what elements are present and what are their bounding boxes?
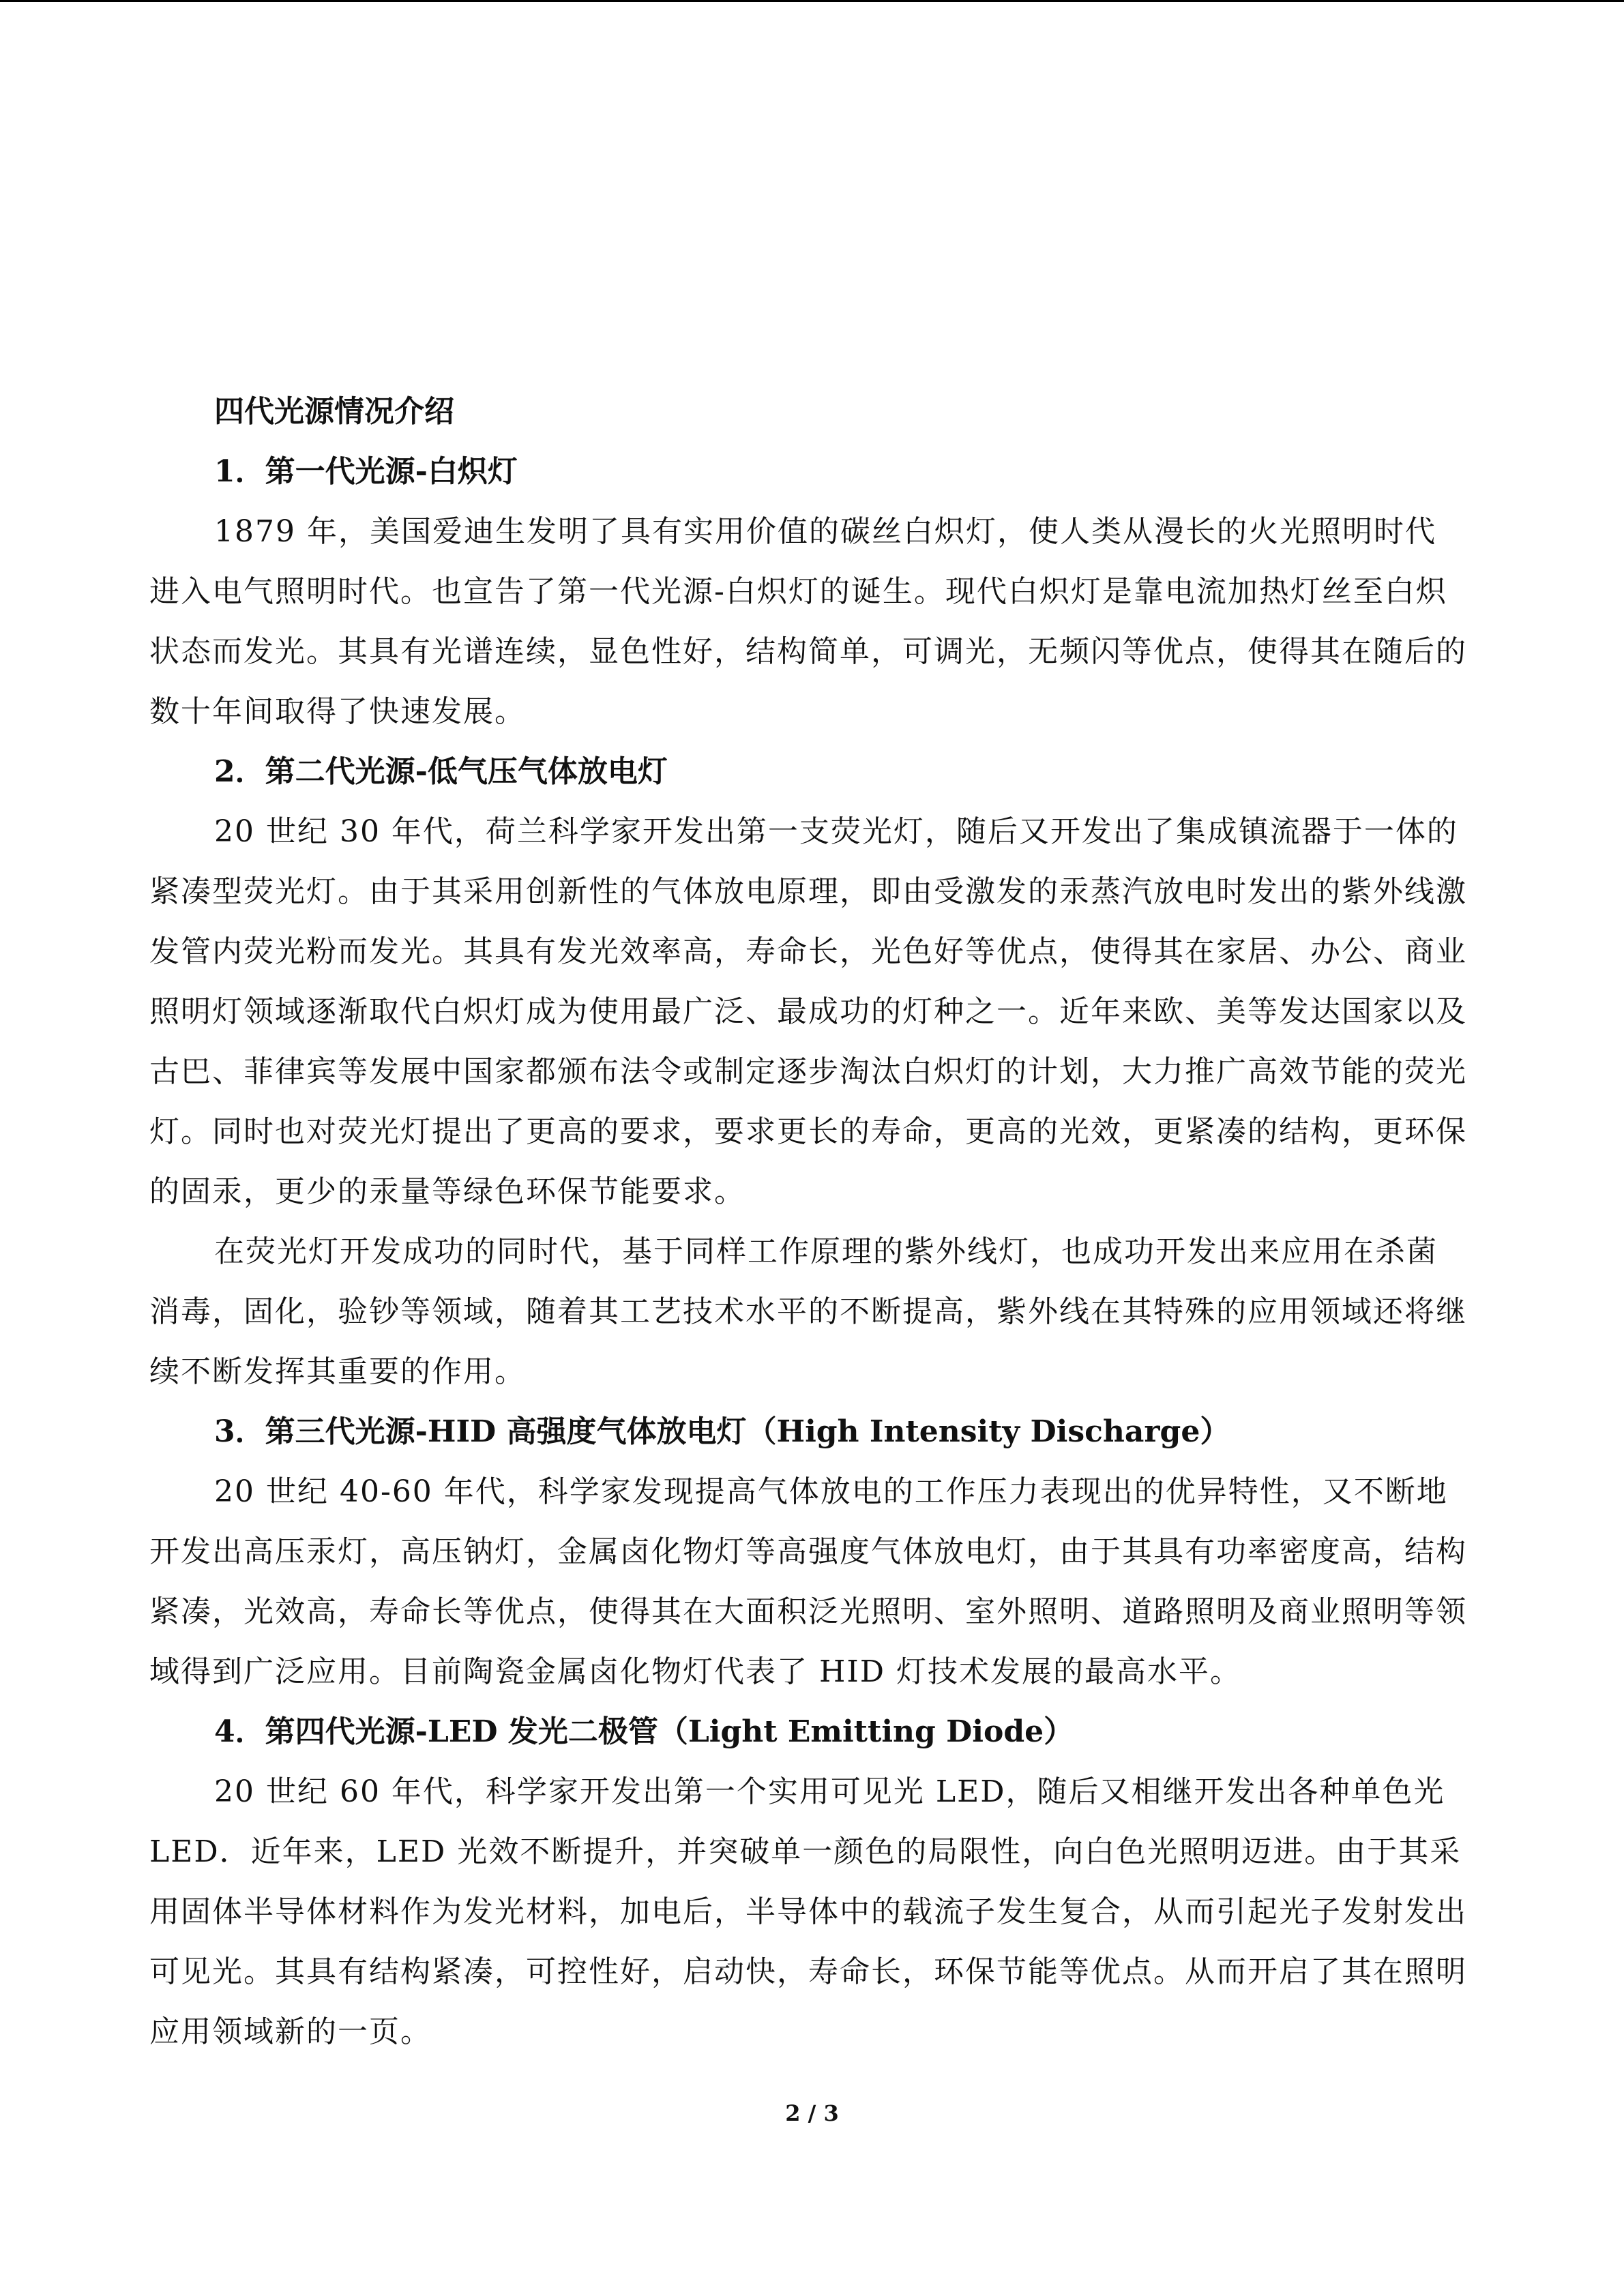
section-heading-3: 3．第三代光源-HID 高强度气体放电灯（High Intensity Discharge） [214,1414,1230,1449]
section-1-paragraph-1: 1879 年，美国爱迪生发明了具有实用价值的碳丝白炽灯，使人类从漫长的火光照明时代进入电气照明时代。也宣告了第一代光源-白炽灯的诞生。现代白炽灯是靠电流加热灯丝至白炽状态而发光。其具有光谱连续，显色性好，结构简单，可调光，无频闪等优点，使得其在随后的数十年间取得了快速发展。 [149,514,1467,729]
section-heading-1: 1．第一代光源-白炽灯 [214,454,518,489]
document-title: 四代光源情况介绍 [214,394,454,429]
section-2-paragraph-1: 20 世纪 30 年代，荷兰科学家开发出第一支荧光灯，随后又开发出了集成镇流器于一体的紧凑型荧光灯。由于其采用创新性的气体放电原理，即由受激发的汞蒸汽放电时发出的紫外线激发管内荧光粉而发光。其具有发光效率高，寿命长，光色好等优点，使得其在家居、办公、商业照明灯领域逐渐取代白炽灯成为使用最广泛、最成功的灯种之一。近年来欧、美等发达国家以及古巴、菲律宾等发展中国家都颁布法令或制定逐步淘汰白炽灯的计划，大力推广高效节能的荧光灯。同时也对荧光灯提出了更高的要求，要求更长的寿命，更高的光效，更紧凑的结构，更环保的固汞，更少的汞量等绿色环保节能要求。 [149,814,1467,1209]
section-3-paragraph-1: 20 世纪 40-60 年代，科学家发现提高气体放电的工作压力表现出的优异特性，又不断地开发出高压汞灯，高压钠灯，金属卤化物灯等高强度气体放电灯，由于其具有功率密度高，结构紧凑，光效高，寿命长等优点，使得其在大面积泛光照明、室外照明、道路照明及商业照明等领域得到广泛应用。目前陶瓷金属卤化物灯代表了 HID 灯技术发展的最高水平。 [149,1474,1467,1689]
section-2-paragraph-2: 在荧光灯开发成功的同时代，基于同样工作原理的紫外线灯，也成功开发出来应用在杀菌消毒，固化，验钞等领域，随着其工艺技术水平的不断提高，紫外线在其特殊的应用领域还将继续不断发挥其重要的作用。 [149,1234,1467,1389]
page-top-border [0,0,1624,2]
document-body [149,382,1467,2062]
section-4-paragraph-1: 20 世纪 60 年代，科学家开发出第一个实用可见光 LED，随后又相继开发出各种单色光 LED．近年来，LED 光效不断提升，并突破单一颜色的局限性，向白色光照明迈进。由于其采用固体半导体材料作为发光材料，加电后，半导体中的载流子发生复合，从而引起光子发射发出可见光。其具有结构紧凑，可控性好，启动快，寿命长，环保节能等优点。从而开启了其在照明应用领域新的一页。 [149,1774,1467,2049]
section-heading-2: 2．第二代光源-低气压气体放电灯 [214,754,668,789]
section-heading-4: 4．第四代光源-LED 发光二极管（Light Emitting Diode） [214,1714,1074,1749]
page-number: 2 / 3 [785,2100,839,2126]
